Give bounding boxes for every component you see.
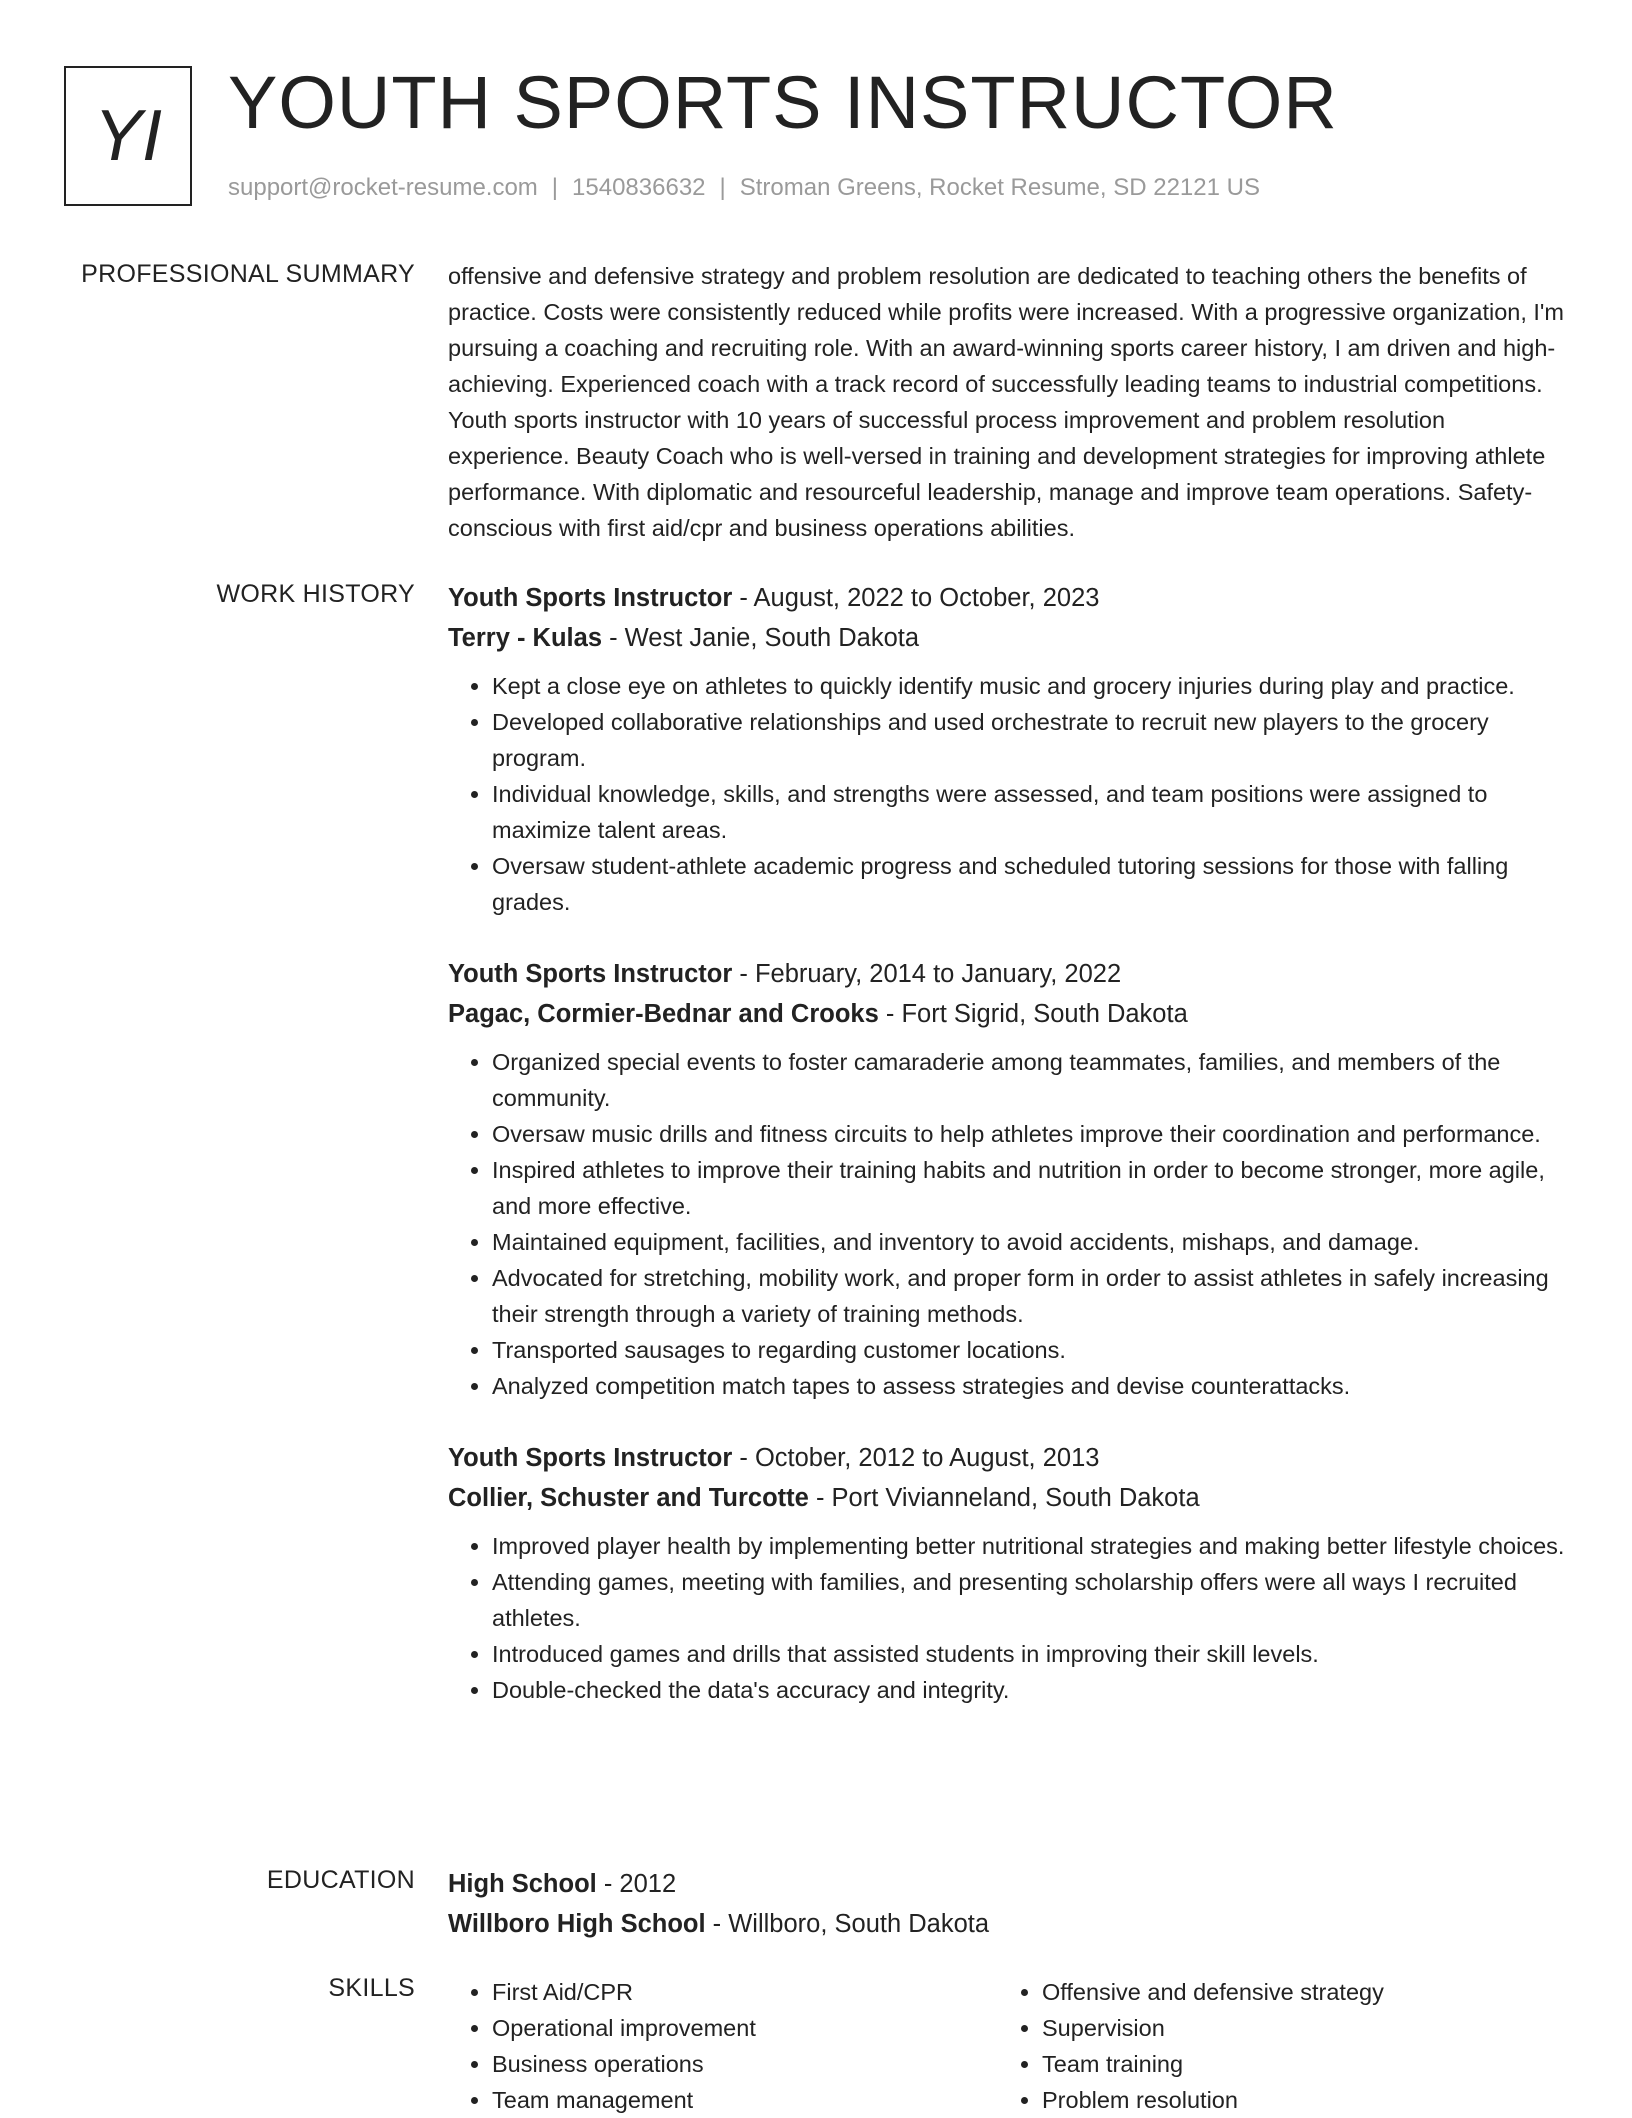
job-bullet: • Individual knowledge, skills, and strengths were assessed, and team positions were assigned to maximize talent areas.	[492, 776, 1568, 848]
contact-line	[228, 174, 1260, 202]
skills-grid	[448, 1974, 1568, 2118]
job-title-line	[448, 1438, 1568, 1478]
job-bullet: • Oversaw student-athlete academic progress and scheduled tutoring sessions for those with falling grades.	[492, 848, 1568, 920]
skill-item: • Business operations	[492, 2046, 998, 2082]
job-bullet: • Oversaw music drills and fitness circuits to help athletes improve their coordination and performance.	[492, 1116, 1568, 1152]
job-company-line	[448, 994, 1568, 1034]
contact-separator: |	[551, 174, 559, 201]
skills-list-right	[998, 1974, 1548, 2118]
job-location: - West Janie, South Dakota	[602, 624, 920, 652]
job-bullet: • Maintained equipment, facilities, and inventory to avoid accidents, mishaps, and damage.	[492, 1224, 1568, 1260]
education-school-line	[448, 1904, 1568, 1944]
job-location: - Fort Sigrid, South Dakota	[878, 1000, 1188, 1028]
job-entry	[448, 1438, 1568, 1708]
work-history-heading: WORK HISTORY	[216, 580, 415, 608]
job-title-line	[448, 954, 1568, 994]
job-title-line	[448, 578, 1568, 618]
job-company-line	[448, 618, 1568, 658]
education-body	[448, 1864, 1568, 1944]
summary-heading: PROFESSIONAL SUMMARY	[81, 260, 415, 288]
skill-item: • Problem resolution	[1042, 2082, 1548, 2118]
contact-address: Stroman Greens, Rocket Resume, SD 22121 US	[739, 174, 1260, 201]
skill-item: • Offensive and defensive strategy	[1042, 1974, 1548, 2010]
job-bullet: • Developed collaborative relationships and used orchestrate to recruit new players to the grocery program.	[492, 704, 1568, 776]
job-bullet: • Introduced games and drills that assisted students in improving their skill levels.	[492, 1636, 1568, 1672]
education-degree-line	[448, 1864, 1568, 1904]
job-bullet: • Advocated for stretching, mobility work, and proper form in order to assist athletes in safely increasing their strength through a variety of training methods.	[492, 1260, 1568, 1332]
job-title: Youth Sports Instructor	[448, 1444, 733, 1472]
education-heading: EDUCATION	[266, 1866, 415, 1894]
job-dates: - August, 2022 to October, 2023	[732, 584, 1100, 612]
job-bullet: • Kept a close eye on athletes to quickly identify music and grocery injuries during play and practice.	[492, 668, 1568, 704]
education-degree: High School	[448, 1870, 597, 1898]
job-company: Pagac, Cormier-Bednar and Crooks	[448, 1000, 879, 1028]
summary-text: offensive and defensive strategy and problem resolution are dedicated to teaching others the benefits of practice. Costs were consistently reduced while profits were increased. With a progressive organization, I'm pursuing a coaching and recruiting role. With an award-winning sports career history, I am driven and high-achieving. Experienced coach with a track record of successfully leading teams to industrial competitions. Youth sports instructor with 10 years of successful process improvement and problem resolution experience. Beauty Coach who is well-versed in training and development strategies for improving athlete performance. With diplomatic and resourceful leadership, manage and improve team operations. Safety-conscious with first aid/cpr and business operations abilities.	[448, 263, 1564, 541]
education-year: - 2012	[596, 1870, 677, 1898]
job-bullet: • Double-checked the data's accuracy and integrity.	[492, 1672, 1568, 1708]
skills-list-left	[448, 1974, 998, 2118]
job-bullet: • Transported sausages to regarding customer locations.	[492, 1332, 1568, 1368]
contact-separator: |	[719, 174, 726, 201]
job-company: Terry - Kulas	[448, 624, 602, 652]
job-bullets	[448, 668, 1568, 920]
skill-item: • First Aid/CPR	[492, 1974, 998, 2010]
monogram-logo: YI	[64, 66, 192, 206]
skills-body	[448, 1974, 1568, 2118]
job-bullet: • Improved player health by implementing better nutritional strategies and making better lifestyle choices.	[492, 1528, 1568, 1564]
skill-item: • Supervision	[1042, 2010, 1548, 2046]
job-title: Youth Sports Instructor	[448, 960, 733, 988]
job-bullet: • Organized special events to foster camaraderie among teammates, families, and members of the community.	[492, 1044, 1568, 1116]
job-entry	[448, 578, 1568, 920]
resume-name: YOUTH SPORTS INSTRUCTOR	[228, 61, 1338, 144]
work-history-body	[448, 578, 1568, 1742]
contact-phone: 1540836632	[572, 174, 706, 201]
job-bullet: • Analyzed competition match tapes to assess strategies and devise counterattacks.	[492, 1368, 1568, 1404]
contact-email: support@rocket-resume.com	[228, 174, 538, 201]
job-bullet: • Attending games, meeting with families, and presenting scholarship offers were all ways I recruited athletes.	[492, 1564, 1568, 1636]
education-location: - Willboro, South Dakota	[705, 1910, 990, 1938]
job-bullets	[448, 1528, 1568, 1708]
summary-body	[448, 258, 1568, 546]
job-company: Collier, Schuster and Turcotte	[448, 1484, 809, 1512]
job-company-line	[448, 1478, 1568, 1518]
skills-heading: SKILLS	[328, 1974, 415, 2002]
job-location: - Port Vivianneland, South Dakota	[808, 1484, 1200, 1512]
skill-item: • Team training	[1042, 2046, 1548, 2082]
skill-item: • Operational improvement	[492, 2010, 998, 2046]
job-dates: - October, 2012 to August, 2013	[732, 1444, 1100, 1472]
job-bullet: • Inspired athletes to improve their training habits and nutrition in order to become stronger, more agile, and more effective.	[492, 1152, 1568, 1224]
education-school: Willboro High School	[448, 1910, 706, 1938]
job-bullets	[448, 1044, 1568, 1404]
skill-item: • Team management	[492, 2082, 998, 2118]
job-dates: - February, 2014 to January, 2022	[732, 960, 1122, 988]
job-entry	[448, 954, 1568, 1404]
job-title: Youth Sports Instructor	[448, 584, 733, 612]
